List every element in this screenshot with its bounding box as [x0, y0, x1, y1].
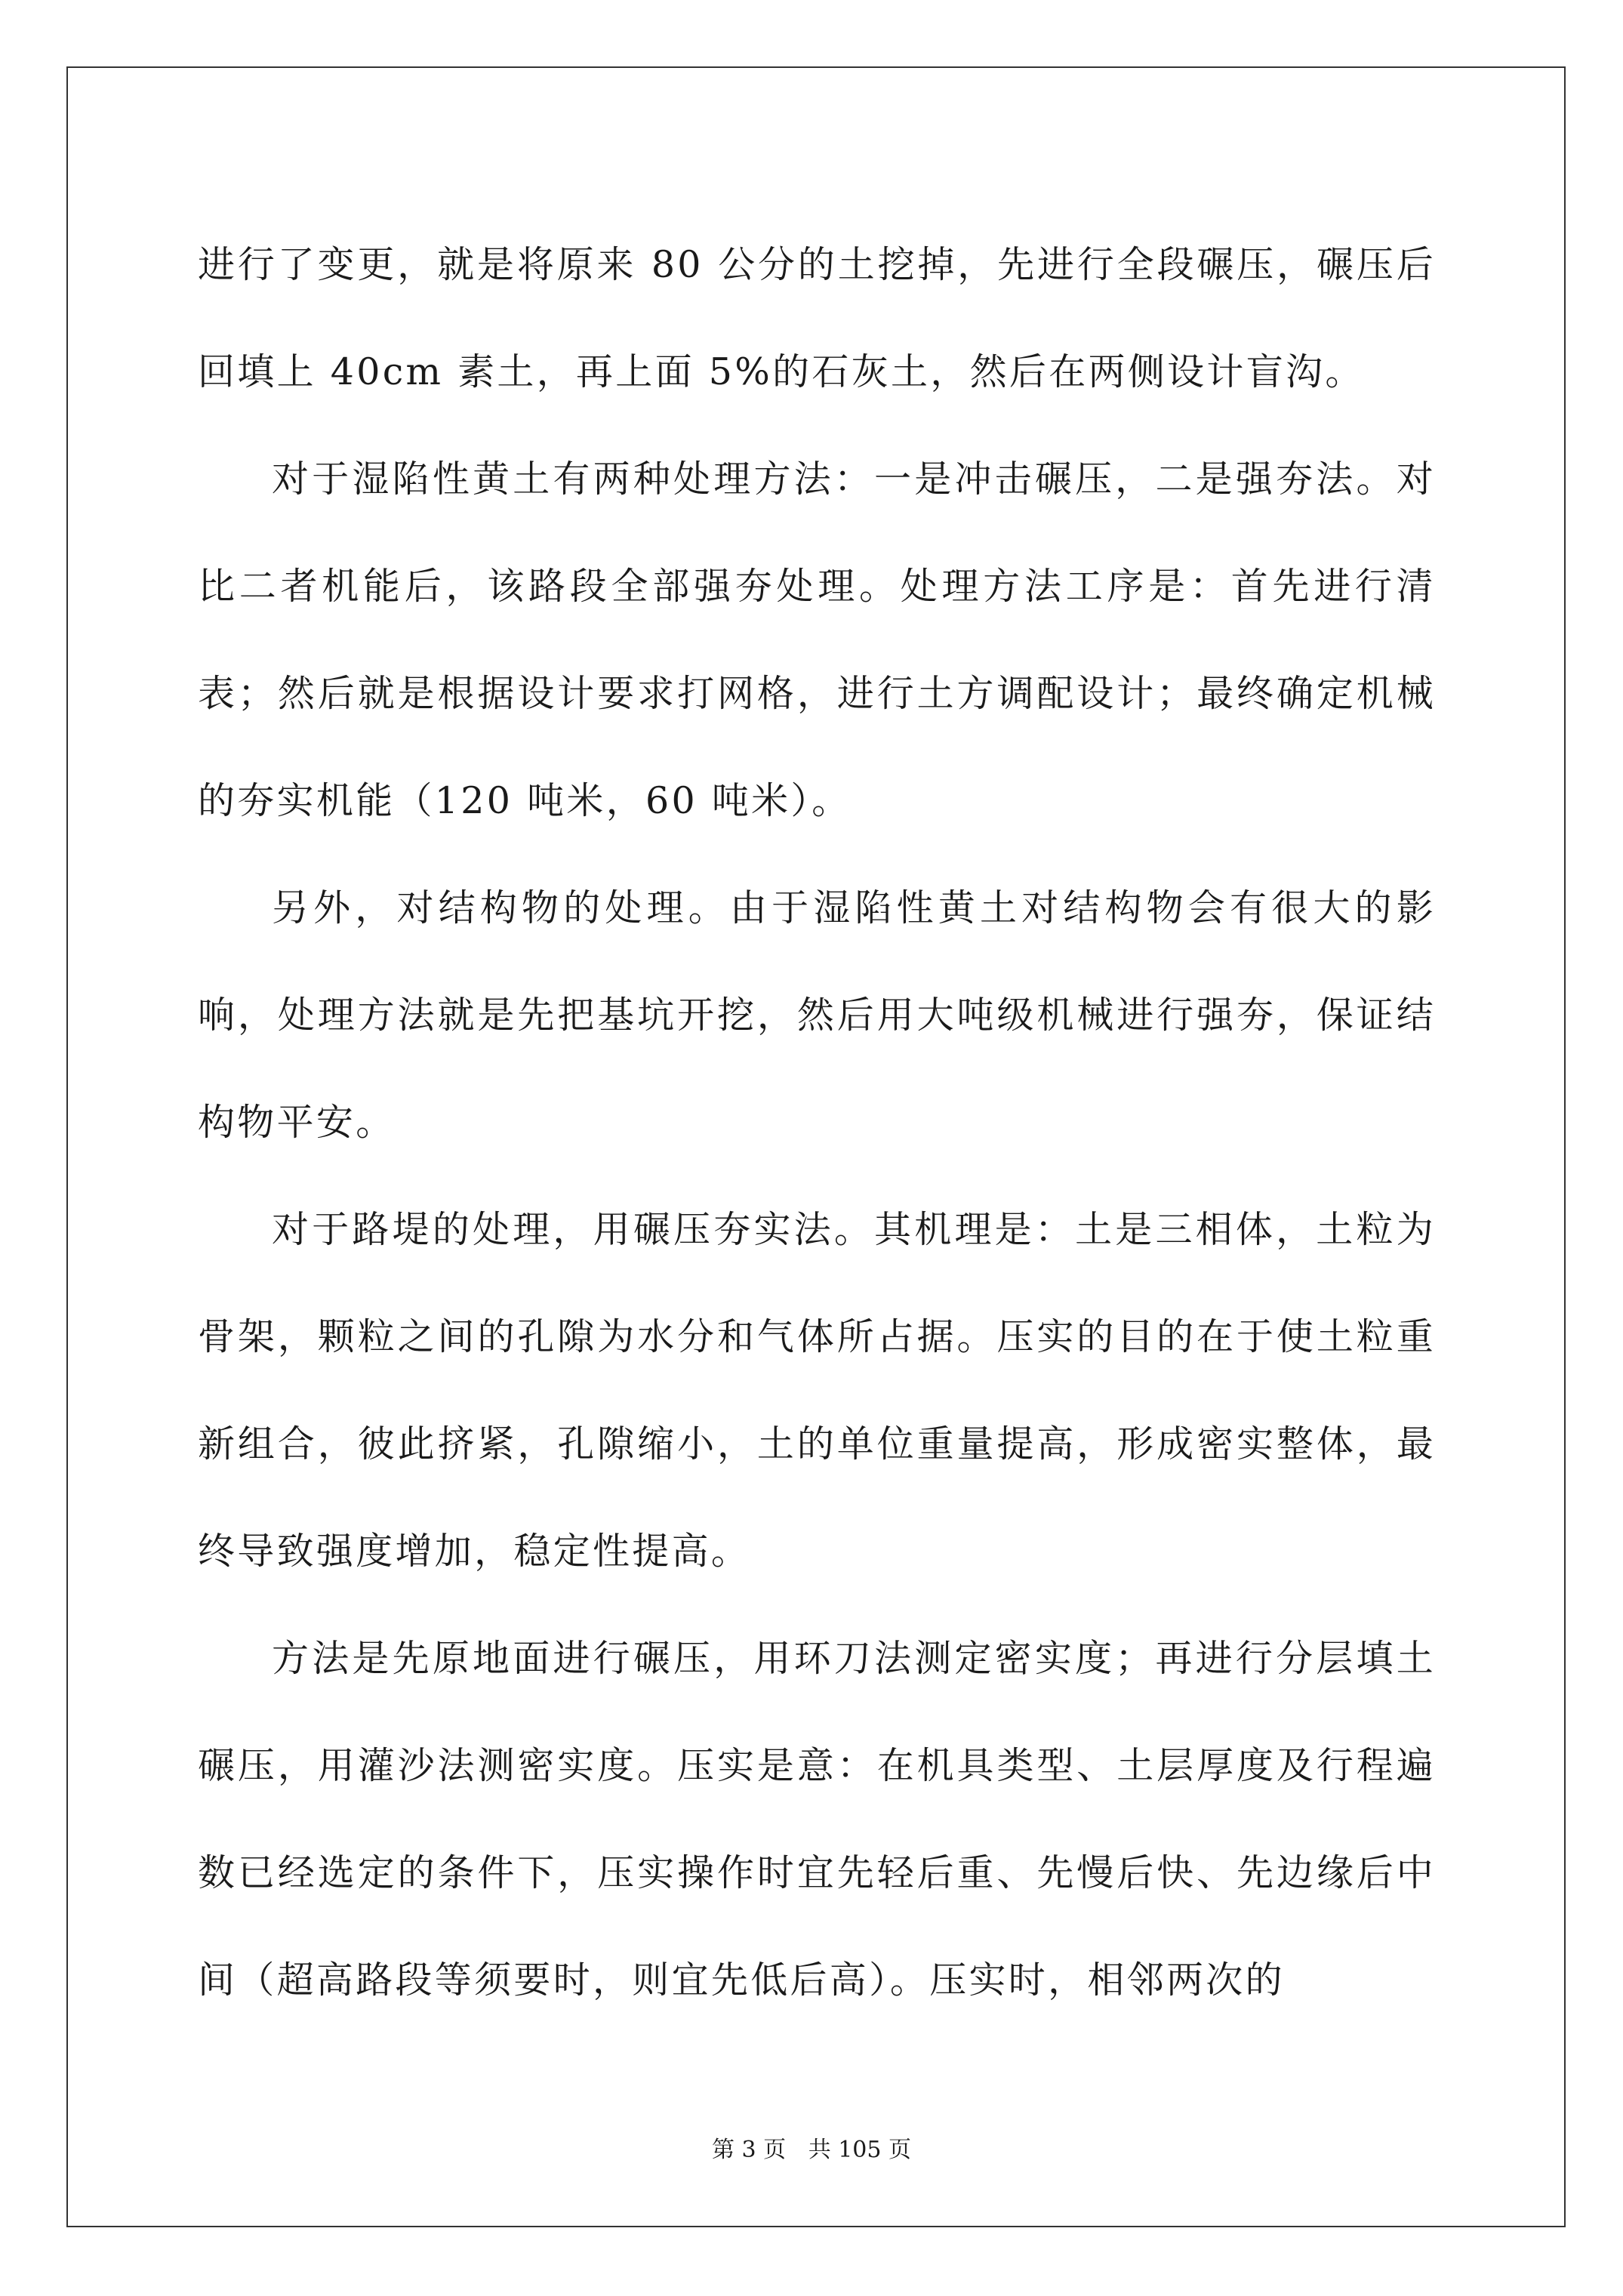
page-total: 共 105 页 — [808, 2137, 912, 2163]
paragraph-5: 方法是先原地面进行碾压，用环刀法测定密实度；再进行分层填土碾压，用灌沙法测密实度。压实是意：在机具类型、土层厚度及行程遍数已经选定的条件下，压实操作时宜先轻后重、先慢后快、先边缘后中间（超高路段等须要时，则宜先低后高）。压实时，相邻两次的 — [198, 1637, 1436, 2002]
paragraph-1: 进行了变更，就是将原来 80 公分的土挖掉，先进行全段碾压，碾压后回填上 40cm 素土，再上面 5%的石灰土，然后在两侧设计盲沟。 — [198, 243, 1436, 393]
paragraph-4: 对于路堤的处理，用碾压夯实法。其机理是：土是三相体，土粒为骨架，颗粒之间的孔隙为水分和气体所占据。压实的目的在于使土粒重新组合，彼此挤紧，孔隙缩小，土的单位重量提高，形成密实整体，最终导致强度增加，稳定性提高。 — [198, 1208, 1436, 1573]
page-footer — [0, 2131, 1623, 2164]
paragraph-2: 对于湿陷性黄土有两种处理方法：一是冲击碾压，二是强夯法。对比二者机能后，该路段全部强夯处理。处理方法工序是：首先进行清表；然后就是根据设计要求打网格，进行土方调配设计；最终确定机械的夯实机能（120 吨米，60 吨米）。 — [198, 458, 1436, 822]
paragraph-3: 另外，对结构物的处理。由于湿陷性黄土对结构物会有很大的影响，处理方法就是先把基坑开挖，然后用大吨级机械进行强夯，保证结构物平安。 — [198, 886, 1436, 1144]
document-body — [198, 211, 1436, 2034]
page-number: 第 3 页 — [711, 2137, 787, 2163]
